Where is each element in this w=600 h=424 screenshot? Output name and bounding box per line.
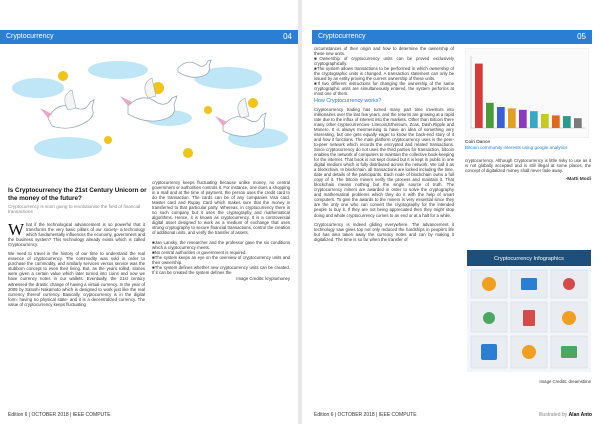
left-column-1 [8,222,145,311]
footer-edition: Edition 6 | OCTOBER 2018 | IEEE COMPUTE [8,412,111,418]
section-subheading: How Cryptocurrency works? [314,98,382,105]
illustrator-credit [539,412,592,418]
chart-bar [497,107,505,128]
quote-source: -Matti Modi [565,177,591,183]
left-page-number: 04 [283,32,292,41]
paragraph: We need to travel in the history of our time to understand the real essence of cryptocurrency. The commodity was sold in order to purchase the commodity, and similarly services versus service was the stubborn concept to even their living. But, as the years rolled, stones were given a certain value which later turned into coins and now we have currency notes in our wallets. Eventually, the 21st century witnessed the drastic change of having a virtual currency. In the year of 2009 by Satoshi Nakamoto which is designed to work just like the real currency thereof currency. Basically, cryptocurrency is in the digital form: having no physical state- and it is a decentralized currency. The value of cryptocurrency keeps fluctuating [8,251,145,307]
paragraph: circumstances of their origin and how to determine the ownership of these new units. [314,46,454,57]
right-header-bar [312,30,592,44]
cryptocurrency-infographic [467,250,591,372]
figure-title: Coin Dance [465,140,491,145]
chart-bar [475,64,483,128]
chart-bar [486,103,494,128]
list-item: ■Ownership of cryptocurrency units can be proved exclusively cryptographically. [314,56,454,67]
chart-bar [530,111,538,128]
chart-bar [519,110,527,128]
coin-dance-chart [465,48,589,138]
chart-bar [552,115,560,128]
right-footer [314,412,417,418]
right-section-title: Cryptocurrency [318,33,366,40]
chart-bar [574,118,582,128]
list-item: ■No central authorities or government is required. [152,249,247,255]
list-item: ■Jan Lansky, the researcher and the professor gave the six conditions which a cryptocurrency meets. [152,239,290,250]
illustrated-label: Illustrated by [538,412,568,418]
right-page-number: 05 [577,32,586,41]
left-page [0,0,298,424]
right-column-1 [314,46,454,246]
left-footer [8,412,111,418]
unicorn-illustration [8,48,290,176]
list-item: ■The system allows transactions to be performed in which ownership of the cryptographic units is changed. A transaction statement can only be issued by an entity proving the current ownership of these units. [314,66,454,82]
left-column-2 [152,180,290,281]
chart-bar [541,114,549,128]
list-item: ■If two different instructions for changing the ownership of the same cryptographic units are simultaneously entered, the system performs at most one of them. [314,81,454,97]
infographic-credit: Image Credits: dreamstime [539,379,591,384]
right-page [302,0,600,424]
paragraph: cryptocurrency keeps fluctuating because unlike money, no central government or authorities controls it. For instance, one does a shopping in a mall and at the time of payment, the person uses the credit card to do the transaction. The cards can be of any companies Visa card, Master card and Rupay Card which makes sure that the money is transferred to that particular party. Whereas, in cryptocurrency there is no such company but it uses the cryptography and mathematical algorithms. Hence, it is known as cryptocurrency. It is a controversial digital asset designed to work as a medium of exchange that uses strong cryptography to secure financial transactions, control the creation of additional units, and verify the transfer of assets. [152,180,290,236]
paragraph: hat if the technological advancement is so powerful that it transforms the very basic pillars of our society- a technology which fundamentally influences the economy, government and the business system? This technology already exists which is called Cryptocurrency. [8,222,145,248]
infographic-title: Cryptocurrency Infographics [494,256,564,262]
left-section-title: Cryptocurrency [6,33,54,40]
image-credit: Image Credits: kryptomoney [236,275,290,281]
article-subtitle: Cryptocurrency is soon going to revolutionise the field of financial transactions [8,204,141,215]
footer-edition: Edition 6 | OCTOBER 2018 | IEEE COMPUTE [314,412,417,418]
left-header-bar [0,30,298,44]
list-item: ■The system keeps an eye on the overview of cryptocurrency units and their ownership. [152,254,290,265]
paragraph: Cryptocurrency trading has turned many part time investors into millionaires over the last few years, and the returns are growing at a rapid rate due to the influx of interest into the markets. Other than Bitcoin there many other cryptocurrencies- Litecoin,Ethereum, Zcas, Dash,Ripple and Monero. It is always mesmerising to have an idea of something very interesting, but one gets equally eager to know the back-end story of it and how it functions. The main platform cryptocurrency uses is the peer-to-peer network which records the encrypted and related transactions. Since cryptocurrency do not uses the third parties for transaction, bitcoin enables the network of computers to maintain the collective book-keeping for the internet. That book is not kept closed but it is kept in public in one digital medium which is fully distributed across the network. We call it as a blockchain. In blockchain, all transactions are locked including the time, date and details of the participants. Each node of blockchain owns a full copy of it. The bitcoin miners verify the process and maintain it. That blockchain means nothing but the single source of truth. The cryptocurrency miners are awarded in order to solve the cryptography and mathematical problems which they do it with the help of smart computers. To give the awards to the miners is very essential since they are the only one who can convert the cryptography for the intended people to buy it. If they are not being appreciated then they might stop doing and whole cryptocurrency comes to an end or at a halt for a while. [314,106,454,218]
article-title: Is Cryptocurrency the 21st Century Unicorn or the money of the future? [8,187,147,202]
illustrator-name: Alan Anto [568,412,592,418]
figure-caption: Bitcoin community interests using google analytics [465,145,568,150]
chart-bar [563,116,571,128]
drop-cap: W [8,220,25,239]
paragraph: cryptocurrency. Although Cryptocurrency is little risky to use as it is not globally accepted and is still illegal at some places, the concept of digitalized money shall never fade away. [465,158,591,174]
right-column-2 [465,158,591,182]
list-item: ■The system defines whether new cryptocurrency units can be created. If it can be created the system defines the [152,264,290,275]
paragraph: Cryptocurrency is indeed gliding everywhere. The advancement it technology saw gives top not only reduced the hardships in people's life but has also taken away the currency notes and can by making it digitalized. The time is so far when the transfer of [314,221,454,242]
chart-bar [508,108,516,128]
